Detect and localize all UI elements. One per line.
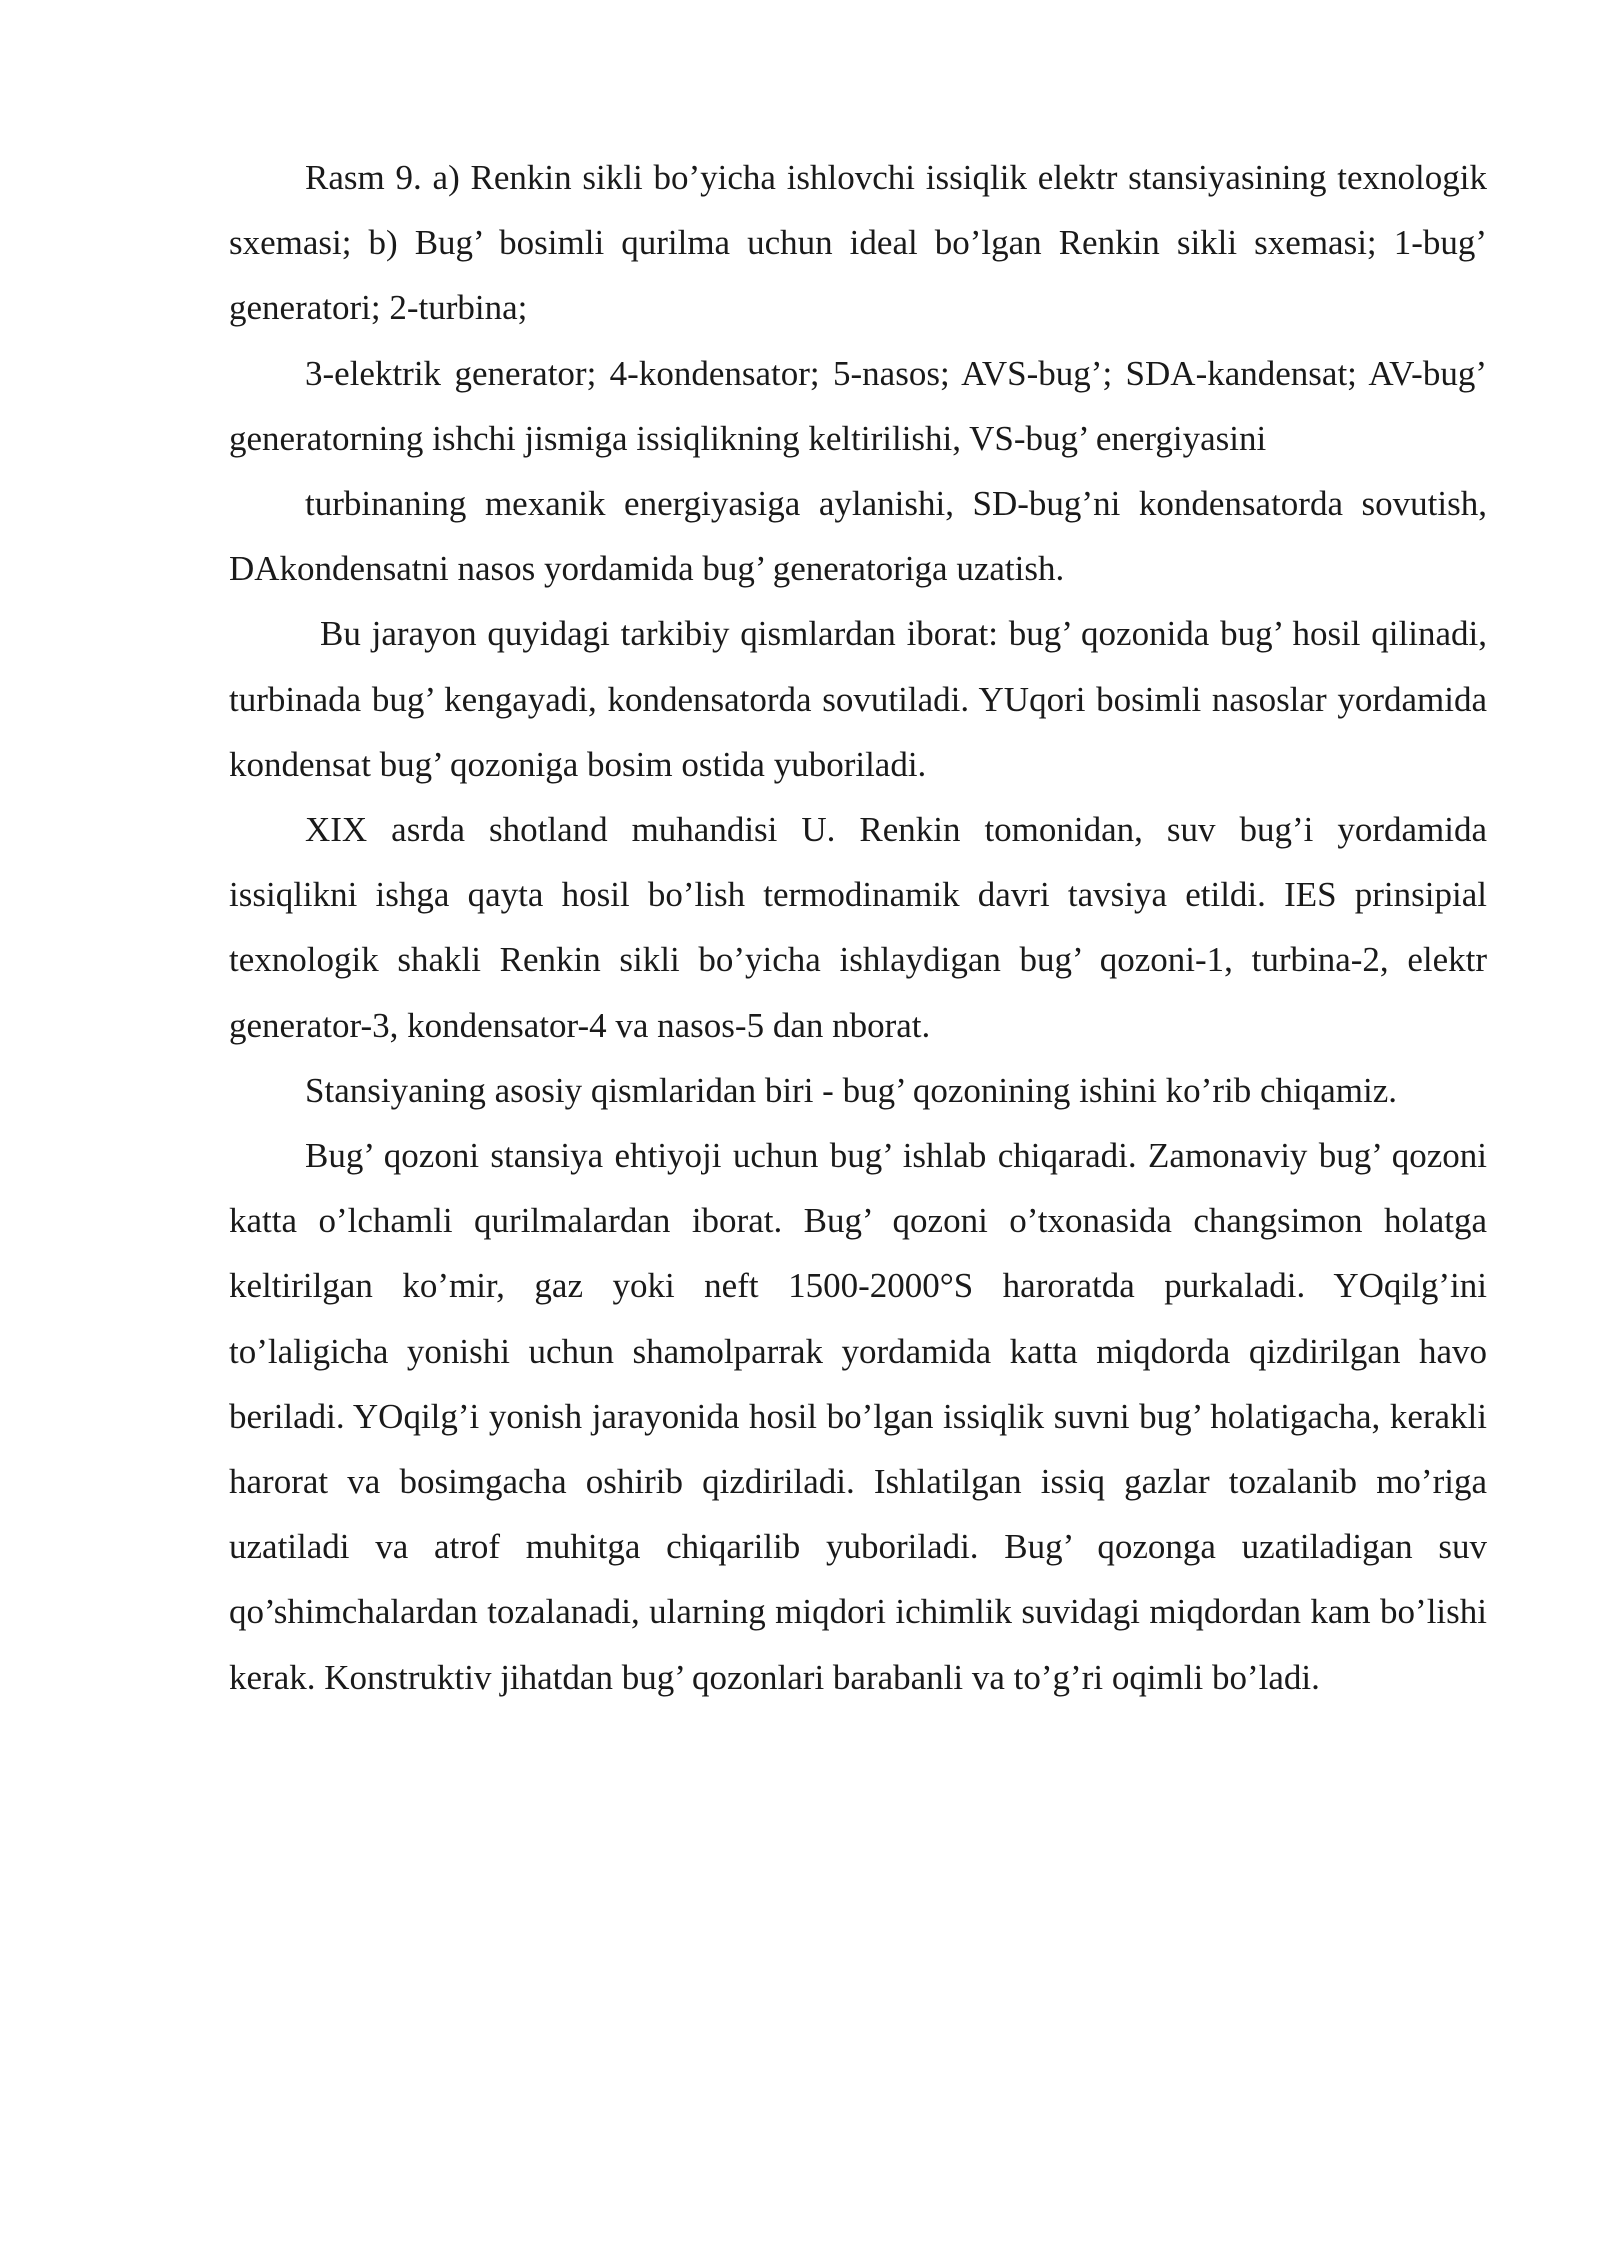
body-paragraph-history: XIX asrda shotland muhandisi U. Renkin tomonidan, suv bug’i yordamida issiqlikni ishga qayta hosil bo’lish termodinamik davri tavsiya etildi. IES prinsipial texnologik shakli Renkin sikli bo’yicha ishlaydigan bug’ qozoni-1, turbina-2, elektr generator-3, kondensator-4 va nasos-5 dan nborat. xyxy=(229,810,1487,1045)
figure-caption-paragraph: Rasm 9. a) Renkin sikli bo’yicha ishlovchi issiqlik elektr stansiyasining texnologik sxemasi; b) Bug’ bosimli qurilma uchun ideal bo’lgan Renkin sikli sxemasi; 1-bug’ generatori; 2-turbina; xyxy=(229,158,1487,328)
body-paragraph-boiler: Bug’ qozoni stansiya ehtiyoji uchun bug’ ishlab chiqaradi. Zamonaviy bug’ qozoni katta o’lchamli qurilmalardan iborat. Bug’ qozoni o’txonasida changsimon holatga keltirilgan ko’mir, gaz yoki neft 1500-2000°S haroratda purkaladi. YOqilg’ini to’laligicha yonishi uchun shamolparrak yordamida katta miqdorda qizdirilgan havo beriladi. YOqilg’i yonish jarayonida hosil bo’lgan issiqlik suvni bug’ holatigacha, kerakli harorat va bosimgacha oshirib qizdiriladi. Ishlatilgan issiq gazlar tozalanib mo’riga uzatiladi va atrof muhitga chiqarilib yuboriladi. Bug’ qozonga uzatiladigan suv qo’shimchalardan tozalanadi, ularning miqdori ichimlik suvidagi miqdordan kam bo’lishi kerak. Konstruktiv jihatdan bug’ qozonlari barabanli va to’g’ri oqimli bo’ladi. xyxy=(229,1136,1487,1697)
caption-continuation-paragraph: 3-elektrik generator; 4-kondensator; 5-nasos; AVS-bug’; SDA-kandensat; AV-bug’ generatorning ishchi jismiga issiqlikning keltirilishi, VS-bug’ energiyasini xyxy=(229,353,1487,458)
document-page xyxy=(229,145,1487,1710)
body-paragraph-process: Bu jarayon quyidagi tarkibiy qismlardan iborat: bug’ qozonida bug’ hosil qilinadi, turbinada bug’ kengayadi, kondensatorda sovutiladi. YUqori bosimli nasoslar yordamida kondensat bug’ qozoniga bosim ostida yuboriladi. xyxy=(229,614,1487,784)
body-paragraph-station-parts: Stansiyaning asosiy qismlaridan biri - bug’ qozonining ishini ko’rib chiqamiz. xyxy=(305,1070,1397,1110)
caption-continuation-paragraph-2: turbinaning mexanik energiyasiga aylanishi, SD-bug’ni kondensatorda sovutish, DAkondensatni nasos yordamida bug’ generatoriga uzatish. xyxy=(229,484,1487,589)
